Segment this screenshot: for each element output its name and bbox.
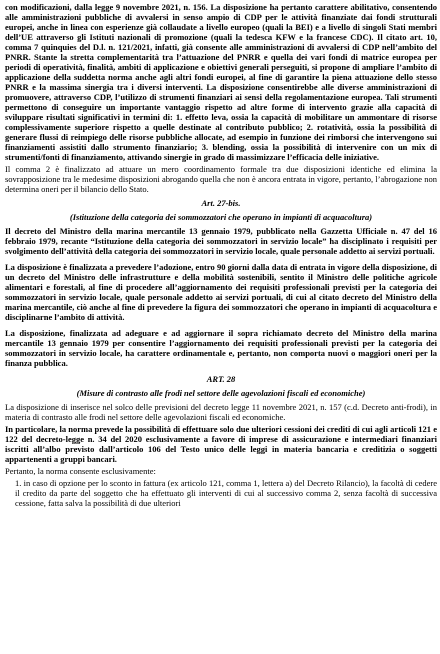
article-28-paragraph-3: Pertanto, la norma consente esclusivamente: <box>5 466 156 476</box>
article-28-paragraph-1: La disposizione di inserisce nel solco delle previsioni del decreto legge 11 novembre 2021, n. 157 (c.d. Decreto anti-frodi), in materia di contrasto alle frodi nel settore delle agevolazioni fiscali ed economiche. <box>5 402 437 422</box>
article-28-list-item-1: 1. in caso di opzione per lo sconto in fattura (ex articolo 121, comma 1, lettera a) del Decreto Rilancio), la facoltà di cedere il credito da parte del soggetto che ha effettuato gli interventi di cui al successivo comma 2, senza facoltà di successiva cessione, fatta salva la possibilità di due ulteriori <box>15 478 437 508</box>
article-27-bis-paragraph-1: Il decreto del Ministro della marina mercantile 13 gennaio 1979, pubblicato nella Gazzetta Ufficiale n. 47 del 16 febbraio 1979, recante “Istituzione della categoria dei sommozzatori in servizio locale” ha disciplinato i requisiti per svolgimento dell’attività della categoria dei sommozzatori in servizio locale, quale personale addetto ai servizi portuali. <box>5 226 437 256</box>
article-28-title: ART. 28 <box>206 374 236 384</box>
article-27-bis-paragraph-2: La disposizione è finalizzata a prevedere l’adozione, entro 90 giorni dalla data di entrata in vigore della disposizione, di un decreto del Ministro delle infrastrutture e della mobilità sostenibili, sentito il Ministro delle politiche agricole alimentari e forestali, al fine di procedere all’aggiornamento dei requisiti professionali previsti per la categoria dei sommozzatori in servizio locale, quale personale addetto ai servizi portuali, di cui al citato decreto del Ministro della marina mercantile, ciò anche al fine di prevedere la figura dei sommozzatori che operano in impianti di acquacoltura e disciplinarne l’ambito di attività. <box>5 262 437 322</box>
article-27-bis-title: Art. 27-bis. <box>201 198 241 208</box>
article-28-subtitle: (Misure di contrasto alle frodi nel settore delle agevolazioni fiscali ed economiche) <box>76 388 366 398</box>
article-27-bis-subtitle: (Istituzione della categoria dei sommozzatori che operano in impianti di acquacoltura) <box>69 212 373 222</box>
paragraph-intro: con modificazioni, dalla legge 9 novembre 2021, n. 156. La disposizione ha pertanto carattere abilitativo, consentendo alle amministrazioni pubbliche di avvalersi in senso ampio di CDP per le attività finanziate dai fondi strutturali europei, anche in linea con esperienze già collaudate a livello europeo (quali la BEI) e a livello di singoli Stati membri dell’UE attraverso gli Istituti nazionali di promozione (quali la tedesca KFW e la francese CDC). Il citato art. 10, comma 7 quinquies del D.l. n. 121/2021, infatti, già consente alle amministrazioni di avvalersi di CDP nell’ambito del PNRR. Stante la stretta complementarità tra l’attuazione del PNRR e quella dei vari fondi di matrice europea per periodi di operatività, finalità, ambiti di applicazione e obiettivi generali perseguiti, si propone di ampliare l’ambito di applicazione della suddetta norma anche agli altri fondi europei, al fine di garantire la piena attuazione dello stesso PNRR e la massima sinergia tra i diversi interventi. La disposizione consentirebbe alle diverse amministrazioni di promuovere, attraverso CDP, l’utilizzo di strumenti finanziari ai sensi della regolamentazione europea. Tali strumenti permettono di conseguire un importante vantaggio rispetto ad altre forme di intervento grazie alla capacità di sviluppare risultati significativi in termini di: 1. effetto leva, ossia la capacità di mobilitare un ammontare di risorse complessivamente superiore rispetto a quelle destinate al contributo pubblico; 2. rotatività, ossia la possibilità di generare flussi di reimpiego delle risorse pubbliche allocate, ad esempio in funzione dei rimborsi che intervengono sui finanziamenti assistiti dallo strumento finanziario; 3. blending, ossia la possibilità di intervenire con un mix di strumenti/fonti di finanziamento, attivando sinergie in grado di massimizzare l’efficacia delle iniziative. <box>5 2 437 162</box>
article-27-bis-paragraph-3: La disposizione, finalizzata ad adeguare e ad aggiornare il sopra richiamato decreto del Ministro della marina mercantile 13 gennaio 1979 per consentire l’aggiornamento dei requisiti professionali previsti per la categoria dei sommozzatori in servizio locale, ha carattere ordinamentale e, pertanto, non comporta nuovi o maggiori oneri per la finanza pubblica. <box>5 328 437 368</box>
article-28-paragraph-2: In particolare, la norma prevede la possibilità di effettuare solo due ulteriori cessioni dei crediti di cui agli articoli 121 e 122 del decreto-legge n. 34 del 2020 esclusivamente a favore di imprese di assicurazione e intermediari finanziari iscritti all’albo previsto dall’articolo 106 del Testo unico delle leggi in materia bancaria e creditizia o soggetti appartenenti a gruppi bancari. <box>5 424 437 464</box>
paragraph-comma-2: Il comma 2 è finalizzato ad attuare un mero coordinamento formale tra due disposizioni identiche ed elimina la sovrapposizione tra le medesime disposizioni abrogando quella che non è ancora entrata in vigore, pertanto, l’abrogazione non determina oneri per il bilancio dello Stato. <box>5 164 437 194</box>
